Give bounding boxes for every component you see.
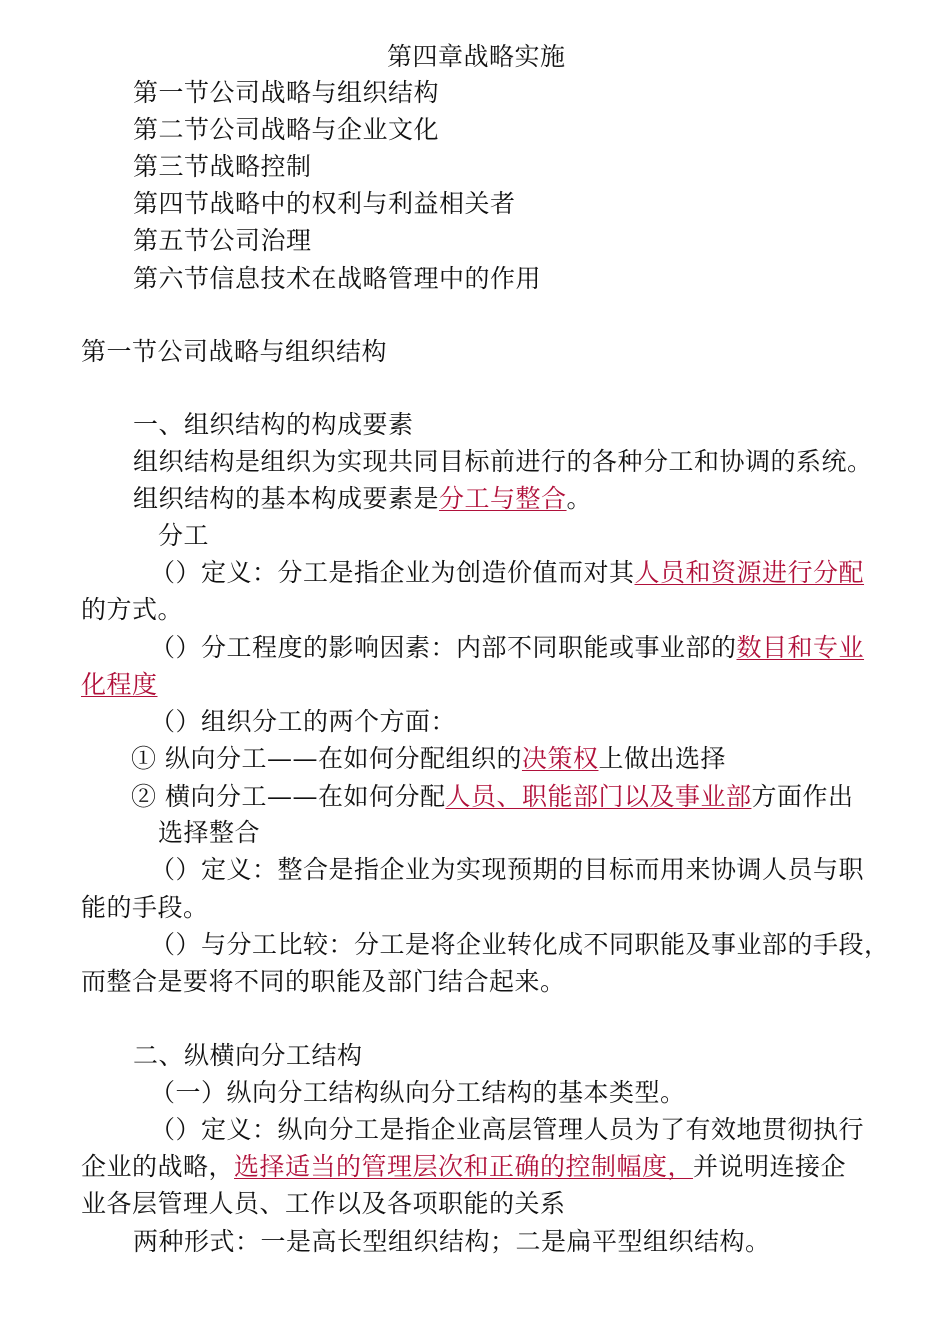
text: ① 纵向分工——在如何分配组织的	[131, 744, 522, 773]
paragraph-elements	[133, 482, 592, 516]
text: 并说明连接企	[693, 1152, 847, 1181]
toc-item-3: 第三节战略控制	[133, 152, 312, 181]
fengong-definition	[150, 556, 864, 590]
two-forms-line: 两种形式：一是高长型组织结构；二是扁平型组织结构。	[133, 1227, 771, 1256]
text: （）定义：分工是指企业为创造价值而对其	[150, 558, 635, 587]
text: 方面作出	[751, 782, 854, 811]
highlight-text: 选择适当的管理层次和正确的控制幅度，	[234, 1152, 694, 1181]
toc-item-2: 第二节公司战略与企业文化	[133, 115, 440, 144]
zhenghe-definition-cont: 能的手段。	[81, 893, 209, 922]
aspect-item-2-cont: 选择整合	[158, 818, 261, 847]
text: 企业的战略，	[81, 1152, 235, 1181]
zhenghe-definition: （）定义：整合是指企业为实现预期的目标而用来协调人员与职	[150, 855, 865, 884]
aspects-line: （）组织分工的两个方面：	[150, 707, 457, 736]
vertical-structure-line: （一）纵向分工结构纵向分工结构的基本类型。	[150, 1078, 686, 1107]
highlight-text: 化程度	[81, 670, 158, 699]
aspect-item-1	[131, 742, 726, 776]
vertical-definition-2	[81, 1150, 846, 1184]
text: 。	[566, 484, 593, 513]
chapter-title: 第四章战略实施	[387, 42, 566, 71]
text: （）分工程度的影响因素：内部不同职能或事业部的	[150, 633, 737, 662]
vertical-definition: （）定义：纵向分工是指企业高层管理人员为了有效地贯彻执行	[150, 1115, 865, 1144]
highlight-text: 人员、职能部门以及事业部	[445, 782, 752, 811]
toc-item-4: 第四节战略中的权利与利益相关者	[133, 189, 516, 218]
subsection-heading-2: 二、纵横向分工结构	[133, 1041, 363, 1070]
fengong-definition-cont: 的方式。	[81, 595, 184, 624]
compare-line-cont: 而整合是要将不同的职能及部门结合起来。	[81, 967, 566, 996]
toc-item-1: 第一节公司战略与组织结构	[133, 78, 440, 107]
highlight-text: 人员和资源进行分配	[634, 558, 865, 587]
highlight-text: 分工与整合	[439, 484, 567, 513]
compare-line: （）与分工比较：分工是将企业转化成不同职能及事业部的手段，	[150, 930, 890, 959]
aspect-item-2	[131, 780, 853, 814]
toc-item-5: 第五节公司治理	[133, 226, 312, 255]
vertical-definition-3: 业各层管理人员、工作以及各项职能的关系	[81, 1189, 566, 1218]
subsection-heading-1: 一、组织结构的构成要素	[133, 410, 414, 439]
text: 组织结构的基本构成要素是	[133, 484, 440, 513]
paragraph-definition: 组织结构是组织为实现共同目标前进行的各种分工和协调的系统。	[133, 447, 873, 476]
factor-line-cont	[81, 668, 158, 702]
factor-line	[150, 631, 864, 665]
section-heading: 第一节公司战略与组织结构	[81, 337, 388, 366]
label-fengong: 分工	[158, 521, 210, 550]
toc-item-6: 第六节信息技术在战略管理中的作用	[133, 264, 542, 293]
highlight-text: 决策权	[521, 744, 599, 773]
text: 上做出选择	[598, 744, 726, 773]
text: ② 横向分工——在如何分配	[131, 782, 446, 811]
highlight-text: 数目和专业	[736, 633, 865, 662]
